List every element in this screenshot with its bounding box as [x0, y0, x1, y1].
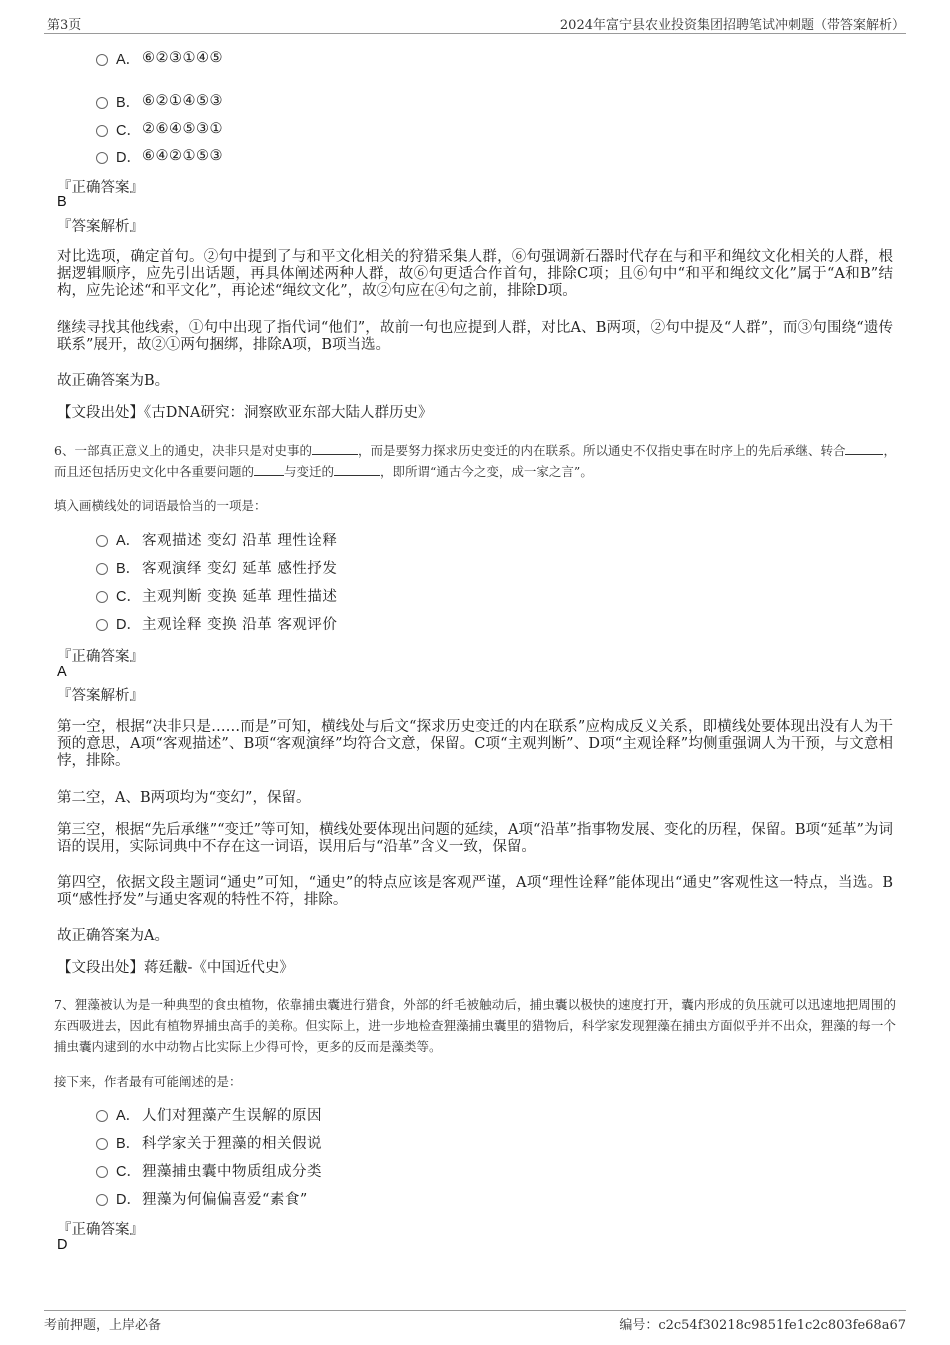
radio-icon[interactable]: [96, 152, 108, 164]
footer-divider: [44, 1310, 906, 1311]
q6-stem: 6、一部真正意义上的通史，决非只是对史事的 ，而是要努力探求历史变迁的内在联系。所以通史不仅指史事在时序上的先后承继、转合 ，而且还包括历史文化中各重要问题的 与变迁的 ，即所谓“通古今之变，成一家之言”。: [54, 443, 896, 479]
q5-analysis-paragraph: 故正确答案为B。: [57, 373, 170, 389]
q6-prompt: 填入画横线处的词语最恰当的一项是：: [54, 498, 267, 513]
q6-option-d[interactable]: D． 主观诠释 变换 沿革 客观评价: [96, 613, 337, 633]
q5-option-c[interactable]: C． ②⑥④⑤③①: [96, 119, 223, 139]
q5-analysis-paragraph: 对比选项，确定首句。②句中提到了与和平文化相关的狩猎采集人群，⑥句强调新石器时代存在与和平和绳纹文化相关的人群，根据逻辑顺序，应先引出话题，再具体阐述两种人群，故⑥句更适合作首句，排除C项；且⑥句中“和平和绳纹文化”属于“A和B”结构，应先论述“和平文化”，再论述“绳纹文化”，故②句应在④句之前，排除D项。: [57, 249, 893, 299]
q7-answer: D: [57, 1237, 68, 1253]
q6-option-b[interactable]: B． 客观演绎 变幻 延革 感性抒发: [96, 557, 337, 577]
radio-icon[interactable]: [96, 1110, 108, 1122]
radio-icon[interactable]: [96, 1138, 108, 1150]
page-header: [0, 0, 950, 36]
q5-source: 【文段出处】《古DNA研究：洞察欧亚东部大陆人群历史》: [57, 405, 433, 421]
q6-answer-label: 『正确答案』: [57, 649, 144, 665]
blank-line: [334, 463, 380, 476]
radio-icon[interactable]: [96, 1166, 108, 1178]
q6-analysis-paragraph: 第一空，根据“决非只是……而是”可知，横线处与后文“探求历史变迁的内在联系”应构成反义关系，即横线处要体现出没有人为干预的意思，A项“客观描述”、B项“客观演绎”均符合文意，保留。C项“主观判断”、D项“主观诠释”均侧重强调人为干预，与文意相悖，排除。: [57, 719, 893, 769]
q5-analysis-label: 『答案解析』: [57, 219, 144, 235]
blank-line: [845, 442, 883, 455]
radio-icon[interactable]: [96, 1194, 108, 1206]
q7-answer-label: 『正确答案』: [57, 1222, 144, 1238]
q6-analysis-paragraph: 第三空，根据“先后承继”“变迁”等可知，横线处要体现出问题的延续，A项“沿革”指事物发展、变化的历程，保留。B项“延革”为词语的误用，实际词典中不存在这一词语，误用后与“沿革”含义一致，保留。: [57, 822, 893, 855]
q7-option-d[interactable]: D． 狸藻为何偏偏喜爱“素食”: [96, 1188, 308, 1208]
footer-slogan: 考前押题，上岸必备: [44, 1318, 162, 1333]
q6-source: 【文段出处】蒋廷黻-《中国近代史》: [57, 960, 294, 976]
q6-answer: A: [57, 664, 67, 680]
q6-option-a[interactable]: A． 客观描述 变幻 沿革 理性诠释: [96, 529, 337, 549]
page-number: 第3页: [47, 18, 82, 33]
q7-option-b[interactable]: B． 科学家关于狸藻的相关假说: [96, 1132, 322, 1152]
q5-answer-label: 『正确答案』: [57, 180, 144, 196]
radio-icon[interactable]: [96, 563, 108, 575]
q6-option-c[interactable]: C． 主观判断 变换 延革 理性描述: [96, 585, 337, 605]
q6-analysis-label: 『答案解析』: [57, 688, 144, 704]
radio-icon[interactable]: [96, 54, 108, 66]
q5-answer: B: [57, 194, 67, 210]
q7-prompt: 接下来，作者最有可能阐述的是：: [54, 1074, 242, 1089]
document-id: 编号：c2c54f30218c9851fe1c2c803fe68a67: [619, 1318, 906, 1333]
blank-line: [254, 463, 284, 476]
q7-option-c[interactable]: C． 狸藻捕虫囊中物质组成分类: [96, 1160, 322, 1180]
q5-option-a[interactable]: A． ⑥②③①④⑤: [96, 48, 223, 68]
q6-analysis-paragraph: 第四空，依据文段主题词“通史”可知，“通史”的特点应该是客观严谨，A项“理性诠释”能体现出“通史”客观性这一特点，当选。B项“感性抒发”与通史客观的特性不符，排除。: [57, 875, 893, 908]
radio-icon[interactable]: [96, 125, 108, 137]
q5-option-d[interactable]: D． ⑥④②①⑤③: [96, 146, 223, 166]
q7-stem: 7、狸藻被认为是一种典型的食虫植物，依靠捕虫囊进行猎食，外部的纤毛被触动后，捕虫囊以极快的速度打开，囊内形成的负压就可以迅速地把周围的东西吸进去，因此有植物界捕虫高手的美称。但实际上，进一步地检查狸藻捕虫囊里的猎物后，科学家发现狸藻在捕虫方面似乎并不出众，狸藻的每一个捕虫囊内逮到的水中动物占比实际上少得可怜，更多的反而是藻类等。: [54, 997, 896, 1054]
q5-analysis-paragraph: 继续寻找其他线索，①句中出现了指代词“他们”，故前一句也应提到人群，对比A、B两项，②句中提及“人群”，而③句围绕“遗传联系”展开，故②①两句捆绑，排除A项，B项当选。: [57, 320, 893, 353]
radio-icon[interactable]: [96, 619, 108, 631]
blank-line: [312, 442, 358, 455]
q7-option-a[interactable]: A． 人们对狸藻产生误解的原因: [96, 1104, 322, 1124]
header-divider: [44, 33, 906, 34]
q5-option-b[interactable]: B． ⑥②①④⑤③: [96, 91, 223, 111]
radio-icon[interactable]: [96, 97, 108, 109]
q6-analysis-paragraph: 故正确答案为A。: [57, 928, 169, 944]
radio-icon[interactable]: [96, 535, 108, 547]
document-title: 2024年富宁县农业投资集团招聘笔试冲刺题（带答案解析）: [559, 18, 905, 33]
radio-icon[interactable]: [96, 591, 108, 603]
q6-analysis-paragraph: 第二空，A、B两项均为“变幻”，保留。: [57, 790, 311, 806]
